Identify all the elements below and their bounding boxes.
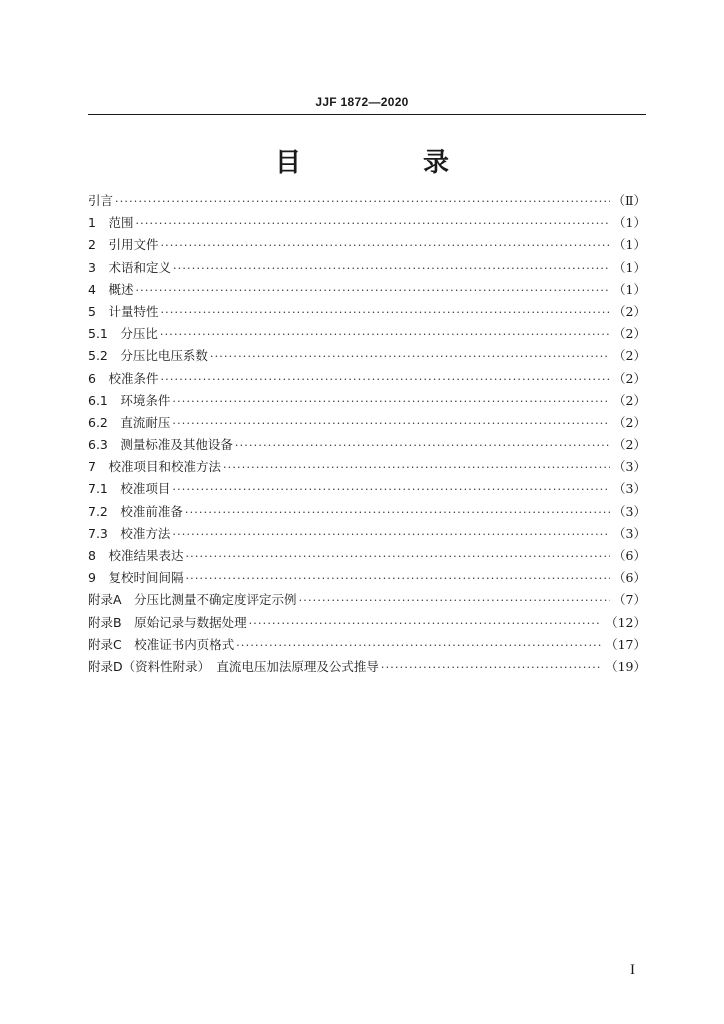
toc-entry-label: 6.1 环境条件 (88, 392, 171, 408)
header-divider (88, 114, 646, 115)
toc-entry-label: 8 校准结果表达 (88, 548, 184, 563)
toc-entry-page: （2） (613, 303, 646, 319)
toc-entry[interactable] (88, 501, 646, 523)
toc-entry-page: （3） (613, 481, 646, 497)
toc-leader-dots (381, 657, 602, 679)
toc-leader-dots (160, 324, 610, 346)
toc-entry-page: （2） (613, 437, 646, 453)
toc-leader-dots (135, 213, 610, 235)
toc-entry[interactable] (88, 589, 646, 611)
toc-entry-page: （1） (613, 259, 646, 275)
toc-entry[interactable] (88, 279, 646, 301)
toc-leader-dots (135, 280, 610, 302)
toc-entry[interactable] (88, 323, 646, 345)
toc-entry-label: 7 校准项目和校准方法 (88, 459, 221, 475)
toc-entry-page: （2） (613, 414, 646, 430)
toc-entry-label: 9 复校时间间隔 (88, 570, 184, 586)
toc-leader-dots (235, 435, 610, 457)
toc-entry-page: （3） (613, 503, 646, 519)
toc-leader-dots (185, 546, 610, 568)
toc-entry[interactable] (88, 301, 646, 323)
toc-entry[interactable] (88, 234, 646, 256)
toc-entry-page: （2） (613, 326, 646, 342)
toc-entry-label: 附录D（资料性附录） 直流电压加法原理及公式推导 (88, 658, 379, 674)
toc-entry[interactable] (88, 190, 646, 212)
toc-entry-label: 7.1 校准项目 (88, 481, 171, 497)
toc-entry[interactable] (88, 634, 646, 656)
toc-entry-page: （3） (613, 525, 646, 541)
toc-entry-label: 5 计量特性 (88, 303, 159, 319)
toc-leader-dots (160, 369, 610, 391)
toc-entry[interactable] (88, 257, 646, 279)
toc-leader-dots (185, 568, 610, 590)
toc-entry[interactable] (88, 434, 646, 456)
toc-entry-label: 6.3 测量标准及其他设备 (88, 437, 233, 453)
toc-entry-label: 5.1 分压比 (88, 326, 158, 342)
standard-code: JJF 1872—2020 (315, 95, 409, 109)
toc-entry-page: （2） (613, 348, 646, 364)
toc-entry-label: 2 引用文件 (88, 237, 159, 253)
toc-entry-label: 6.2 直流耐压 (88, 414, 171, 430)
toc-entry-label: 5.2 分压比电压系数 (88, 348, 208, 364)
toc-entry-label: 7.2 校准前准备 (88, 503, 183, 519)
toc-entry-page: （1） (613, 215, 646, 231)
toc-entry-label: 3 术语和定义 (88, 259, 171, 275)
toc-entry[interactable] (88, 612, 646, 634)
toc-title: 目 录 (274, 148, 497, 178)
toc-entry-page: （6） (613, 548, 646, 563)
toc-entry-page: （7） (613, 592, 646, 608)
toc-entry-page: （Ⅱ） (612, 193, 646, 208)
toc-entry-page: （3） (613, 459, 646, 475)
toc-entry[interactable] (88, 567, 646, 589)
toc-entry[interactable] (88, 345, 646, 367)
toc-leader-dots (160, 302, 610, 324)
toc-entry-page: （19） (605, 658, 646, 674)
toc-leader-dots (172, 413, 610, 435)
toc-leader-dots (210, 346, 610, 368)
toc-entry[interactable] (88, 390, 646, 412)
toc-entry[interactable] (88, 456, 646, 478)
toc-entry-page: （1） (613, 237, 646, 253)
toc-entry-label: 引言 (88, 193, 114, 208)
toc-leader-dots (223, 457, 610, 479)
toc-entry-label: 6 校准条件 (88, 370, 159, 386)
toc-entry-page: （2） (613, 370, 646, 386)
toc-leader-dots (160, 235, 610, 257)
toc-entry-label: 附录A 分压比测量不确定度评定示例 (88, 592, 297, 608)
toc-entry-label: 附录C 校准证书内页格式 (88, 636, 235, 652)
toc-entry[interactable] (88, 523, 646, 545)
toc-entry[interactable] (88, 368, 646, 390)
toc-entry-page: （1） (613, 281, 646, 297)
toc-leader-dots (172, 479, 610, 501)
toc-entry-page: （2） (613, 392, 646, 408)
toc-entry-page: （17） (605, 636, 646, 652)
toc-entry[interactable] (88, 412, 646, 434)
toc-leader-dots (115, 191, 609, 213)
toc-entry-page: （6） (613, 570, 646, 586)
toc-entry[interactable] (88, 656, 646, 678)
toc-entry[interactable] (88, 545, 646, 567)
toc-entry-page: （12） (605, 614, 646, 630)
table-of-contents (88, 190, 646, 678)
toc-entry[interactable] (88, 478, 646, 500)
toc-leader-dots (172, 391, 610, 413)
toc-entry-label: 附录B 原始记录与数据处理 (88, 614, 247, 630)
toc-leader-dots (236, 635, 602, 657)
toc-entry-label: 7.3 校准方法 (88, 525, 171, 541)
toc-leader-dots (172, 524, 610, 546)
toc-entry-label: 4 概述 (88, 281, 134, 297)
toc-entry-label: 1 范围 (88, 215, 134, 231)
toc-leader-dots (299, 590, 610, 612)
toc-leader-dots (185, 502, 610, 524)
toc-leader-dots (249, 613, 603, 635)
page-number: I (630, 962, 635, 978)
toc-entry[interactable] (88, 212, 646, 234)
toc-leader-dots (173, 258, 610, 280)
